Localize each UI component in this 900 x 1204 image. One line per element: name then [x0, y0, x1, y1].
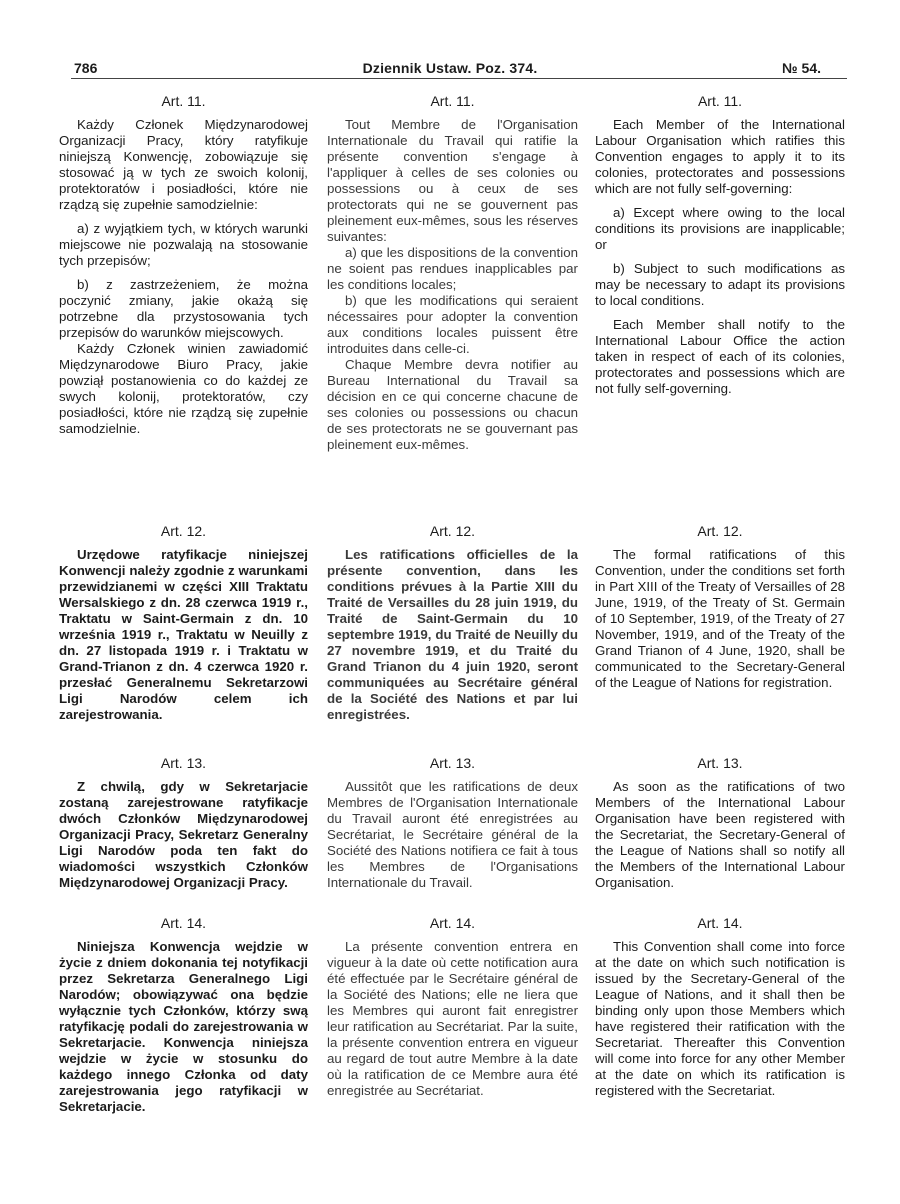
- article-paragraph: This Convention shall come into force at the date on which such notification is issued by the Secretary-General of the League of Nations, and it shall then be binding only upon those Members which have registered their ratification with the Secretariat. Thereafter this Convention will come into force for any other Member at the date on which its ratification is registered with the Secretariat.: [595, 939, 845, 1098]
- article-heading: Art. 11.: [430, 93, 475, 109]
- header-rule: [71, 78, 847, 79]
- article-14-fr: [327, 915, 578, 1107]
- page-number: 786: [74, 60, 98, 76]
- article-heading: Art. 13.: [429, 755, 476, 771]
- article-paragraph: Tout Membre de l'Organisation Internationale du Travail qui ratifie la présente convention s'engage à l'appliquer à celles de ses colonies ou possessions ou à ceux de ses protectorats qui ne se gouvernent pas pleinement eux-mêmes, sous les réserves suivantes:: [327, 117, 578, 244]
- article-heading: Art. 11.: [697, 93, 743, 109]
- article-paragraph: a) z wyjątkiem tych, w których warunki miejscowe nie pozwalają na stosowanie tych przepisów;: [59, 221, 308, 268]
- article-13-fr: [327, 755, 578, 899]
- article-paragraph: La présente convention entrera en vigueur à la date où cette notification aura été effectuée par le Secrétaire général de la Société des Nations; elle ne liera que les Membres qui auront fait enregistrer leur ratification au Secrétariat. Par la suite, la présente convention entrera en vigueur au regard de tout autre Membre à la date où la ratification de ce Membre aura été enregistrée au Secrétariat.: [327, 939, 578, 1098]
- article-heading: Art. 12.: [429, 523, 476, 539]
- page-header: [0, 60, 900, 80]
- article-paragraph: Niniejsza Konwencja wejdzie w życie z dniem dokonania tej notyfikacji przez Sekretarza Generalnego Ligi Narodów; obowiązywać ona będzie wyłącznie tych Członków, którzy swą ratyfikację podali do zarejestrowania w Sekretarjacie. Konwencja niniejsza wejdzie w życie w stosunku do każdego innego Członka od daty zarejestrowania jego ratyfikacji w Sekretarjacie.: [59, 939, 308, 1114]
- article-paragraph: b) Subject to such modifications as may be necessary to adapt its provisions to local conditions.: [595, 261, 845, 308]
- article-heading: Art. 14.: [697, 915, 743, 931]
- article-paragraph: Les ratifications officielles de la présente convention, dans les conditions prévues à la Partie XIII du Traité de Versailles du 28 juin 1919, du Traité de Saint-Germain du 10 septembre 1919, du Traité de Neuilly du 27 novembre 1919, et du Traité du Grand Trianon du 4 juin 1920, seront communiquées au Secrétaire général de la Société des Nations et par lui enregistrées.: [327, 547, 578, 722]
- article-paragraph: Urzędowe ratyfikacje niniejszej Konwencji należy zgodnie z warunkami przewidzianemi w części XIII Traktatu Wersalskiego z dn. 28 czerwca 1919 r., Traktatu w Saint-Germain z dn. 10 września 1919 r., Traktatu w Neuilly z dn. 27 listopada 1919 r. i Traktatu w Grand-Trianon z dn. 4 czerwca 1920 r. przesłać Generalnemu Sekretarzowi Ligi Narodów celem ich zarejestrowania.: [59, 547, 308, 722]
- article-11-fr: [327, 93, 578, 461]
- article-heading: Art. 12.: [160, 523, 207, 539]
- article-heading: Art. 14.: [429, 915, 476, 931]
- journal-title: Dziennik Ustaw. Poz. 374.: [362, 60, 538, 76]
- article-paragraph: The formal ratifications of this Convention, under the conditions set forth in Part XIII of the Treaty of Versailles of 28 June, 1919, of the Treaty of St. Germain of 10 September, 1919, of the Treaty of 27 November, 1919, and of the Treaty of the Grand Trianon of 4 June, 1920, shall be communicated to the Secretary-General of the League of Nations for registration.: [595, 547, 845, 690]
- article-11-pl: [59, 93, 308, 445]
- article-12-en: [595, 523, 845, 699]
- issue-number: № 54.: [782, 60, 821, 76]
- article-13-pl: [59, 755, 308, 899]
- article-heading: Art. 13.: [160, 755, 207, 771]
- article-paragraph: Każdy Członek Międzynarodowej Organizacji Pracy, który ratyfikuje niniejszą Konwencję, zobowiązuje się stosować ją w tych ze swoich kolonij, protektoratów i posiadłości, które nie rządzą się zupełnie samodzielnie:: [59, 117, 308, 212]
- article-14-pl: [59, 915, 308, 1123]
- article-paragraph: Each Member of the International Labour Organisation which ratifies this Convention engages to apply it to its colonies, protectorates and possessions which are not fully self-governing:: [595, 117, 845, 196]
- article-paragraph: Each Member shall notify to the International Labour Office the action taken in respect of each of its colonies, protectorates and possessions which are not fully self-governing.: [595, 317, 845, 396]
- article-paragraph: As soon as the ratifications of two Members of the International Labour Organisation have been registered with the Secretariat, the Secretary-General of the League of Nations shall so notify all the Members of the International Labour Organisation.: [595, 779, 845, 890]
- article-paragraph: Każdy Członek winien zawiadomić Międzynarodowe Biuro Pracy, jakie powziął postanowienia co do każdej ze swych kolonij, protektoratów, czy posiadłości, które nie rządzą się zupełnie samodzielnie.: [59, 341, 308, 436]
- article-paragraph: a) que les dispositions de la convention ne soient pas rendues inapplicables par les conditions locales;: [327, 245, 578, 292]
- article-14-en: [595, 915, 845, 1107]
- article-paragraph: Chaque Membre devra notifier au Bureau International du Travail sa décision en ce qui concerne chacune de ses colonies ou possessions ou chacun de ses protectorats ne se gouvernant pas pleinement eux-mêmes.: [327, 357, 578, 452]
- article-11-en: [595, 93, 845, 405]
- article-13-en: [595, 755, 845, 899]
- article-12-fr: [327, 523, 578, 731]
- article-paragraph: b) z zastrzeżeniem, że można poczynić zmiany, jakie okażą się potrzebne dla przystosowania tych przepisów do warunków miejscowych.: [59, 277, 308, 340]
- article-heading: Art. 11.: [161, 93, 206, 109]
- article-heading: Art. 14.: [160, 915, 207, 931]
- article-heading: Art. 13.: [697, 755, 743, 771]
- article-paragraph: Z chwilą, gdy w Sekretarjacie zostaną zarejestrowane ratyfikacje dwóch Członków Międzynarodowej Organizacji Pracy, Sekretarz Generalny Ligi Narodów poda ten fakt do wiadomości wszystkich Członków Międzynarodowej Organizacji Pracy.: [59, 779, 308, 890]
- article-heading: Art. 12.: [697, 523, 743, 539]
- article-12-pl: [59, 523, 308, 731]
- article-paragraph: b) que les modifications qui seraient nécessaires pour adopter la convention aux conditions locales puissent être introduites dans celle-ci.: [327, 293, 578, 356]
- article-paragraph: Aussitôt que les ratifications de deux Membres de l'Organisation Internationale du Travail auront été enregistrées au Secrétariat, le Secrétaire général de la Société des Nations notifiera ce fait à tous les Membres de l'Organisations Internationale du Travail.: [327, 779, 578, 890]
- article-paragraph: a) Except where owing to the local conditions its provisions are inapplicable; or: [595, 205, 845, 252]
